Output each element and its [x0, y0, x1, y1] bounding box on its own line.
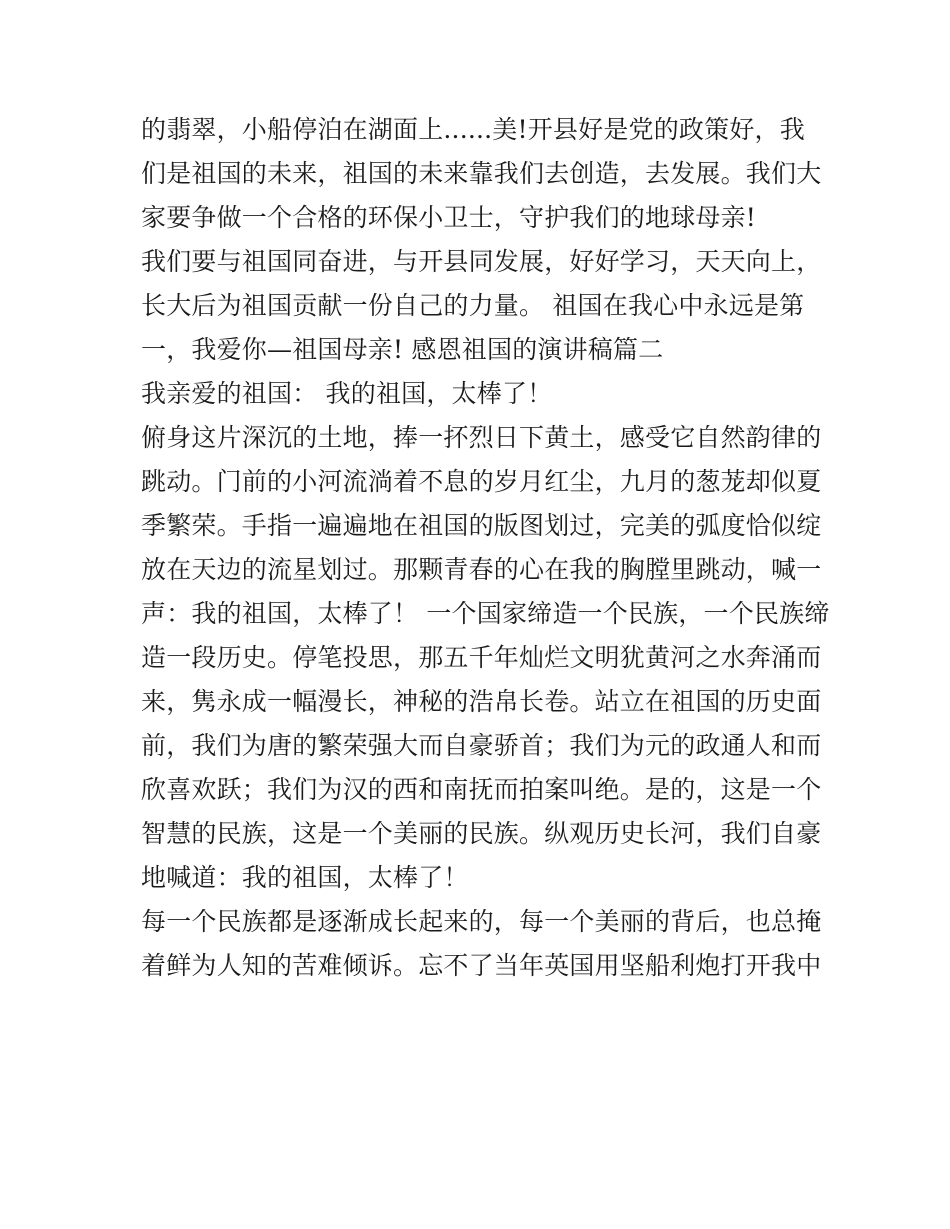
text-line: 欣喜欢跃；我们为汉的西和南抚而拍案叫绝。是的，这是一个	[141, 775, 822, 804]
text-line: 声：我的祖国，太棒了！ 一个国家缔造一个民族，一个民族缔	[141, 599, 830, 628]
text-line: 季繁荣。手指一遍遍地在祖国的版图划过，完美的弧度恰似绽	[141, 511, 822, 540]
text-line: 跳动。门前的小河流淌着不息的岁月红尘，九月的葱茏却似夏	[141, 467, 822, 496]
text-line: 地喊道：我的祖国，太棒了！	[141, 863, 469, 892]
text-line: 俯身这片深沉的土地，捧一抔烈日下黄土，感受它自然韵律的	[141, 423, 822, 452]
text-line: 着鲜为人知的苦难倾诉。忘不了当年英国用坚船利炮打开我中	[141, 951, 822, 980]
text-line: 放在天边的流星划过。那颗青春的心在我的胸膛里跳动，喊一	[141, 555, 822, 584]
text-line: 前，我们为唐的繁荣强大而自豪骄首；我们为元的政通人和而	[141, 731, 822, 760]
text-line: 我们要与祖国同奋进，与开县同发展，好好学习，天天向上，	[141, 247, 822, 276]
text-line: 造一段历史。停笔投思，那五千年灿烂文明犹黄河之水奔涌而	[141, 643, 822, 672]
text-line: 一，我爱你—祖国母亲! 感恩祖国的演讲稿篇二	[141, 335, 664, 364]
document-body	[141, 108, 830, 988]
text-line: 每一个民族都是逐渐成长起来的，每一个美丽的背后，也总掩	[141, 907, 822, 936]
text-line: 我亲爱的祖国： 我的祖国，太棒了！	[141, 379, 553, 408]
text-line: 智慧的民族，这是一个美丽的民族。纵观历史长河，我们自豪	[141, 819, 822, 848]
text-line: 的翡翠，小船停泊在湖面上......美!开县好是党的政策好，我	[141, 115, 805, 144]
text-line: 来，隽永成一幅漫长，神秘的浩帛长卷。站立在祖国的历史面	[141, 687, 822, 716]
text-line: 长大后为祖国贡献一份自己的力量。 祖国在我心中永远是第	[141, 291, 805, 320]
text-line: 们是祖国的未来，祖国的未来靠我们去创造，去发展。我们大	[141, 159, 822, 188]
text-line: 家要争做一个合格的环保小卫士，守护我们的地球母亲!	[141, 203, 757, 232]
